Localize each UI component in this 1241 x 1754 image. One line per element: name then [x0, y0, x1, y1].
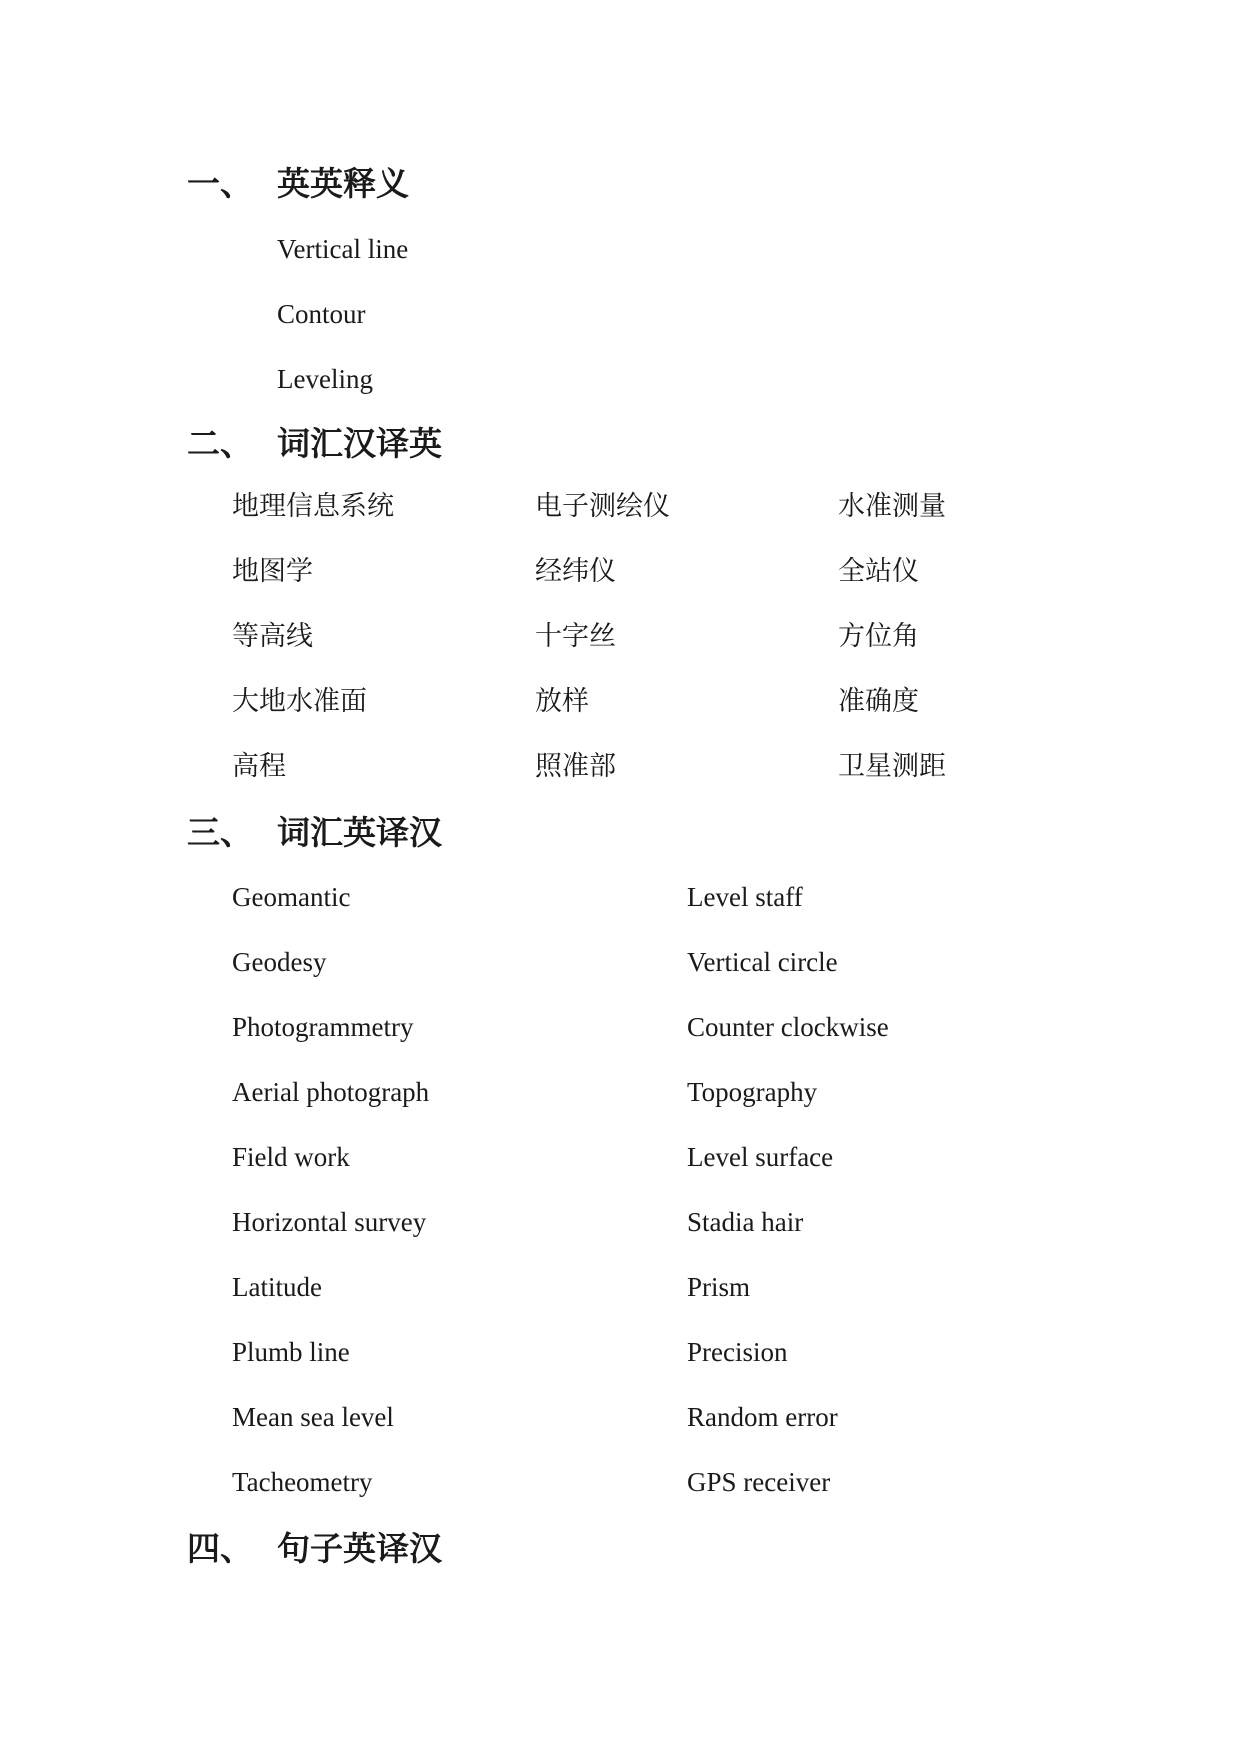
- english-term: Field work: [232, 1142, 350, 1172]
- chinese-term: 地图学: [232, 556, 313, 587]
- english-term: Aerial photograph: [232, 1077, 430, 1107]
- section-title: 句子英译汉: [277, 1529, 442, 1568]
- english-term: Level staff: [687, 882, 803, 912]
- english-term: Geodesy: [232, 947, 327, 977]
- section-number: 三、: [187, 813, 253, 852]
- english-term: Level surface: [687, 1142, 834, 1172]
- section-heading: [187, 813, 442, 852]
- section-number: 四、: [187, 1529, 253, 1568]
- section-title: 词汇汉译英: [277, 424, 442, 463]
- definition-term: Leveling: [277, 364, 373, 394]
- english-term: Topography: [687, 1077, 818, 1107]
- chinese-term: 十字丝: [535, 621, 616, 652]
- english-term: Plumb line: [232, 1337, 350, 1367]
- chinese-term: 准确度: [838, 686, 919, 717]
- section-number: 一、: [187, 164, 253, 203]
- english-term: Vertical circle: [687, 947, 838, 977]
- chinese-term: 全站仪: [838, 556, 919, 587]
- section-heading: [187, 1529, 442, 1568]
- chinese-term: 大地水准面: [232, 686, 367, 717]
- english-term: Stadia hair: [687, 1207, 804, 1237]
- definition-term: Contour: [277, 299, 366, 329]
- english-term: GPS receiver: [687, 1467, 831, 1497]
- section-heading: [187, 164, 409, 203]
- english-term: Tacheometry: [232, 1467, 373, 1497]
- chinese-term: 高程: [232, 751, 286, 782]
- section-title: 英英释义: [277, 164, 409, 203]
- section-title: 词汇英译汉: [277, 813, 442, 852]
- english-term: Photogrammetry: [232, 1012, 414, 1042]
- section-heading: [187, 424, 442, 463]
- english-term: Counter clockwise: [687, 1012, 889, 1042]
- chinese-term: 水准测量: [838, 491, 946, 522]
- section-number: 二、: [187, 424, 253, 463]
- definition-term: Vertical line: [277, 234, 409, 264]
- english-term: Precision: [687, 1337, 788, 1367]
- chinese-term: 方位角: [838, 621, 919, 652]
- english-term: Mean sea level: [232, 1402, 394, 1432]
- english-term: Horizontal survey: [232, 1207, 427, 1237]
- chinese-term: 地理信息系统: [232, 491, 394, 522]
- english-term: Latitude: [232, 1272, 322, 1302]
- english-term: Prism: [687, 1272, 751, 1302]
- chinese-term: 电子测绘仪: [535, 491, 670, 522]
- chinese-term: 经纬仪: [535, 556, 616, 587]
- chinese-term: 放样: [535, 686, 589, 717]
- chinese-term: 等高线: [232, 621, 313, 652]
- chinese-term: 卫星测距: [838, 751, 946, 782]
- english-term: Random error: [687, 1402, 838, 1432]
- chinese-term: 照准部: [535, 751, 616, 782]
- english-term: Geomantic: [232, 882, 351, 912]
